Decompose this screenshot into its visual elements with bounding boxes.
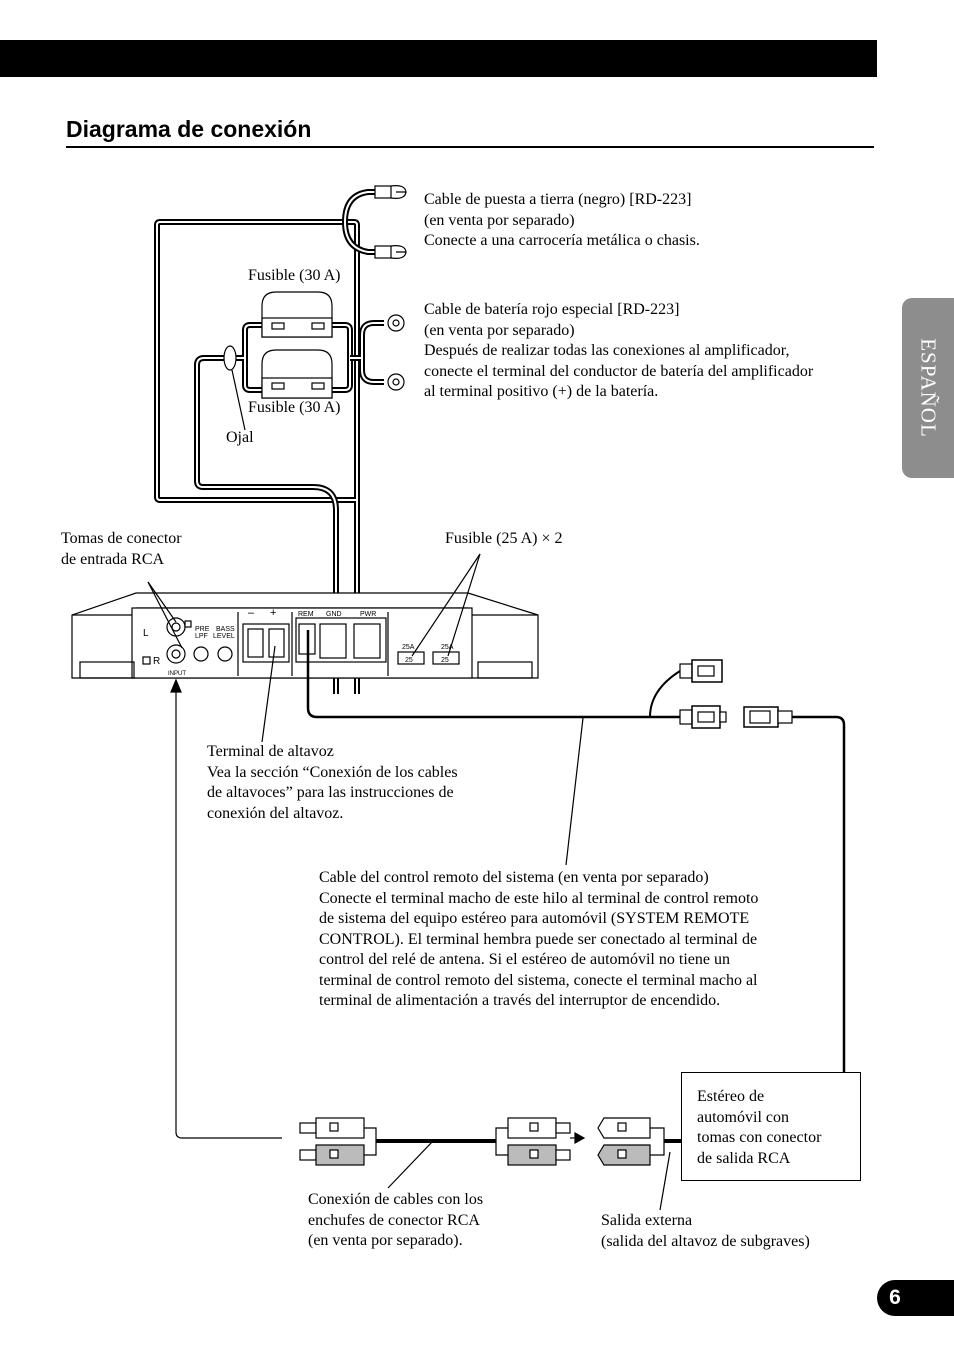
lpf-label: LPF xyxy=(195,633,208,640)
amplifier xyxy=(72,593,538,678)
fuse-top-label: Fusible (30 A) xyxy=(248,267,341,284)
minus-label: – xyxy=(248,607,255,619)
remote-connectors xyxy=(680,660,792,728)
car-stereo-label: Estéreo de automóvil con tomas con conector de salida RCA xyxy=(697,1088,822,1167)
ground-cable-label: Cable de puesta a tierra (negro) [RD-223] (en venta por separado) Conecte a una carrocería metálica o chasis. xyxy=(424,191,700,249)
page-number: 6 xyxy=(889,1286,901,1309)
rca-cable-left xyxy=(300,1118,570,1165)
rca-cables-label: Conexión de cables con los enchufes de conector RCA (en venta por separado). xyxy=(308,1191,484,1249)
fuse-holder-bottom xyxy=(262,350,332,398)
fuse-holder-top xyxy=(262,292,332,337)
language-tab-label: ESPAÑOL xyxy=(916,338,941,438)
fuse-rating-2: 25A xyxy=(441,644,454,651)
battery-cable-label: Cable de batería rojo especial [RD-223] (en venta por separado) Después de realizar todas las conexiones al amplificador, conecte el terminal del conductor de batería del amplificador al terminal positivo (+) de la batería. xyxy=(424,301,814,400)
page-title: Diagrama de conexión xyxy=(66,112,874,148)
rca-input-jacks-label: Tomas de conector de entrada RCA xyxy=(61,530,182,568)
fuse-value-1: 25 xyxy=(405,657,413,664)
fuse-25a-label: Fusible (25 A) × 2 xyxy=(445,530,563,547)
pre-label: PRE xyxy=(195,626,210,633)
pwr-label: PWR xyxy=(360,611,377,618)
fuse-rating-1: 25A xyxy=(402,644,415,651)
plus-label: + xyxy=(270,607,277,619)
gnd-label: GND xyxy=(326,611,342,618)
fuse-value-2: 25 xyxy=(441,657,449,664)
remote-cable-label: Cable del control remoto del sistema (en venta por separado) Conecte el terminal macho de este hilo al terminal de control remoto de sistema del equipo estéreo para automóvil (SYSTEM REMOTE CONTROL). El terminal hembra puede ser conectado al terminal de control del relé de antena. Si el estéreo de automóvil no tiene un terminal de control remoto del sistema, conecte el terminal macho al terminal de alimentación a través del interruptor de encendido. xyxy=(319,869,759,1009)
grommet-label: Ojal xyxy=(226,429,254,446)
fuse-bottom-label: Fusible (30 A) xyxy=(248,399,341,416)
external-output-label: Salida externa (salida del altavoz de subgraves) xyxy=(601,1212,810,1250)
rem-label: REM xyxy=(298,611,314,618)
input-label: INPUT xyxy=(168,671,186,677)
bass-label: BASS xyxy=(216,626,235,633)
channel-r-label: R xyxy=(153,656,161,667)
car-stereo-box xyxy=(681,1072,861,1181)
level-label: LEVEL xyxy=(213,633,235,640)
channel-l-label: L xyxy=(143,628,149,639)
speaker-terminal-label: Terminal de altavoz Vea la sección “Conexión de los cables de altavoces” para las instrucciones de conexión del altavoz. xyxy=(207,743,458,822)
grommet xyxy=(224,346,236,370)
